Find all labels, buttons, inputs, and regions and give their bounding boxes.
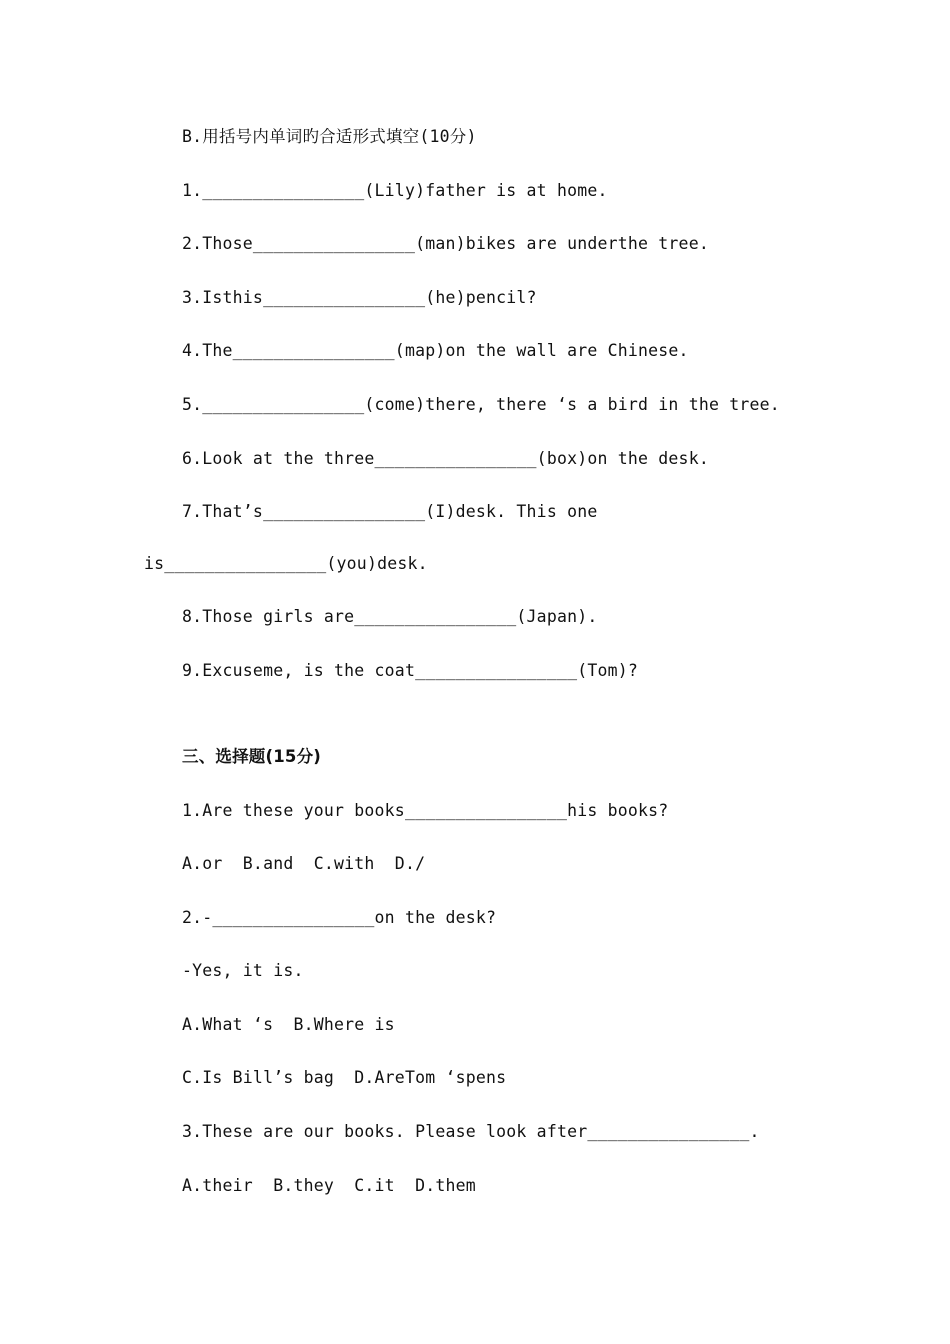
choice-question-1: 1.Are these your books________________his books? bbox=[182, 801, 669, 820]
fill-blank-item-2: 2.Those________________(man)bikes are underthe tree. bbox=[182, 234, 709, 253]
fill-blank-item-6: 6.Look at the three________________(box)on the desk. bbox=[182, 449, 709, 468]
fill-blank-item-7-continued: is________________(you)desk. bbox=[144, 554, 428, 573]
fill-blank-item-9: 9.Excuseme, is the coat________________(Tom)? bbox=[182, 661, 639, 680]
fill-blank-item-3: 3.Isthis________________(he)pencil? bbox=[182, 288, 537, 307]
fill-blank-item-7: 7.That’s________________(I)desk. This one bbox=[182, 502, 598, 521]
section-b-title: B.用括号内单词旳合适形式填空(10分) bbox=[182, 127, 477, 146]
fill-blank-item-5: 5.________________(come)there, there ‘s a bird in the tree. bbox=[182, 395, 780, 414]
section-3-title: 三、选择题(15分) bbox=[182, 747, 322, 766]
choice-question-3: 3.These are our books. Please look after________________. bbox=[182, 1122, 760, 1141]
fill-blank-item-8: 8.Those girls are________________(Japan). bbox=[182, 607, 598, 626]
choice-question-2-options-ab: A.What ‘s B.Where is bbox=[182, 1015, 395, 1034]
choice-question-2-options-cd: C.Is Bill’s bag D.AreTom ‘spens bbox=[182, 1068, 507, 1087]
choice-question-3-options: A.their B.they C.it D.them bbox=[182, 1176, 476, 1195]
choice-question-2-answer-line: -Yes, it is. bbox=[182, 961, 304, 980]
choice-question-2: 2.-________________on the desk? bbox=[182, 908, 497, 927]
choice-question-1-options: A.or B.and C.with D./ bbox=[182, 854, 426, 873]
fill-blank-item-1: 1.________________(Lily)father is at home. bbox=[182, 181, 608, 200]
fill-blank-item-4: 4.The________________(map)on the wall are Chinese. bbox=[182, 341, 689, 360]
